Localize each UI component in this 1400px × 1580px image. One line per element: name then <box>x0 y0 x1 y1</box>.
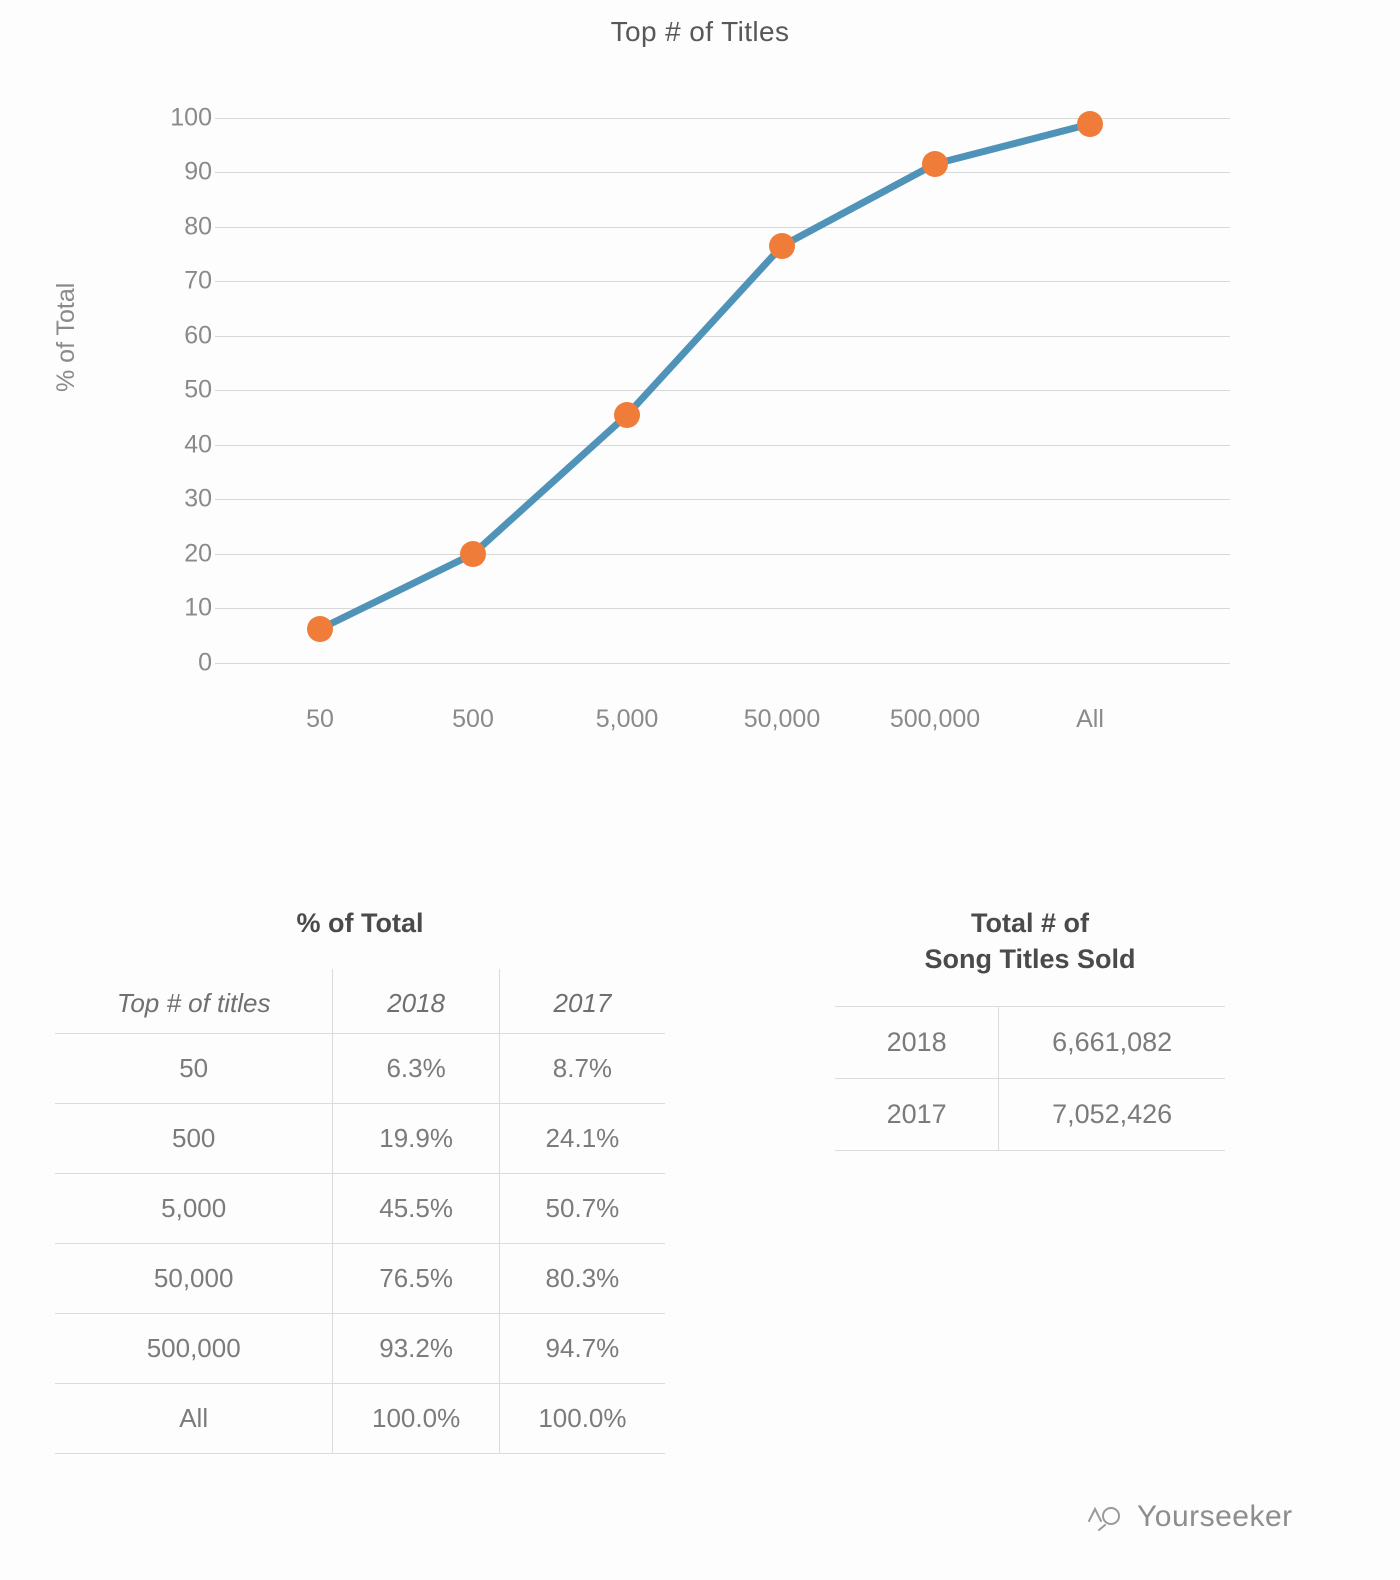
cell-total: 6,661,082 <box>999 1006 1225 1078</box>
x-tick-label: 50,000 <box>743 705 821 733</box>
cell-2018: 93.2% <box>333 1314 499 1384</box>
x-tick-label: 500,000 <box>889 705 981 733</box>
chart-container <box>0 0 1400 780</box>
table-row <box>55 1174 665 1244</box>
y-tick-label: 50 <box>184 375 212 404</box>
y-tick-label: 80 <box>184 212 212 241</box>
table <box>55 969 665 1454</box>
table-heading <box>835 905 1225 978</box>
x-tick-label: 500 <box>452 705 494 733</box>
cell-top-titles: 50,000 <box>55 1244 333 1314</box>
y-tick-label: 70 <box>184 266 212 295</box>
gridline <box>215 663 1230 664</box>
cell-year: 2017 <box>835 1078 999 1150</box>
cell-2017: 94.7% <box>499 1314 665 1384</box>
table-row <box>55 1034 665 1104</box>
cell-2018: 76.5% <box>333 1244 499 1314</box>
data-point-marker <box>1077 111 1103 137</box>
cell-top-titles: 5,000 <box>55 1174 333 1244</box>
cell-2018: 19.9% <box>333 1104 499 1174</box>
table <box>835 1006 1225 1151</box>
cell-2017: 50.7% <box>499 1174 665 1244</box>
table-row <box>835 1078 1225 1150</box>
cell-top-titles: 500,000 <box>55 1314 333 1384</box>
watermark-label: Yourseeker <box>1137 1500 1293 1533</box>
table-heading: % of Total <box>296 908 424 938</box>
table-row <box>55 1314 665 1384</box>
y-tick-label: 0 <box>198 648 212 677</box>
y-tick-label: 10 <box>184 593 212 622</box>
y-tick-label: 40 <box>184 430 212 459</box>
y-tick-label: 20 <box>184 539 212 568</box>
data-point-marker <box>614 402 640 428</box>
x-tick-label: All <box>1076 705 1104 733</box>
table-row <box>55 1104 665 1174</box>
data-point-marker <box>460 541 486 567</box>
table-body <box>835 1006 1225 1150</box>
y-axis-title: % of Total <box>52 282 80 392</box>
table-heading-line2: Song Titles Sold <box>924 944 1136 975</box>
table-row <box>835 1006 1225 1078</box>
percent-of-total-table <box>55 905 665 1454</box>
table-body <box>55 1034 665 1454</box>
column-header-2017: 2017 <box>553 988 612 1019</box>
cell-2017: 24.1% <box>499 1104 665 1174</box>
cell-2017: 100.0% <box>499 1384 665 1454</box>
total-titles-sold-table <box>835 905 1225 1151</box>
watermark <box>1085 1500 1293 1534</box>
table-heading-line1: Total # of <box>971 908 1089 938</box>
table-header-row <box>55 969 665 1034</box>
cell-total: 7,052,426 <box>999 1078 1225 1150</box>
data-point-marker <box>769 233 795 259</box>
cell-top-titles: 500 <box>55 1104 333 1174</box>
cell-2017: 80.3% <box>499 1244 665 1314</box>
column-header-top-titles: Top # of titles <box>55 969 333 1034</box>
table-header <box>55 969 665 1034</box>
table-row <box>55 1384 665 1454</box>
y-tick-label: 100 <box>170 103 212 132</box>
cell-2017: 8.7% <box>499 1034 665 1104</box>
cell-year: 2018 <box>835 1006 999 1078</box>
yourseeker-logo-icon <box>1085 1501 1125 1533</box>
column-header-2018: 2018 <box>333 969 499 1034</box>
y-tick-label: 90 <box>184 157 212 186</box>
data-point-marker <box>922 151 948 177</box>
series-line-2018 <box>215 118 1230 663</box>
chart-title: Top # of Titles <box>610 16 790 47</box>
cell-2018: 6.3% <box>333 1034 499 1104</box>
cell-2018: 45.5% <box>333 1174 499 1244</box>
table-row <box>55 1244 665 1314</box>
y-tick-label: 60 <box>184 321 212 350</box>
cell-top-titles: All <box>55 1384 333 1454</box>
x-tick-label: 5,000 <box>595 705 659 733</box>
data-point-marker <box>307 616 333 642</box>
cell-2018: 100.0% <box>333 1384 499 1454</box>
cell-top-titles: 50 <box>55 1034 333 1104</box>
x-tick-label: 50 <box>306 705 334 733</box>
y-tick-label: 30 <box>184 484 212 513</box>
